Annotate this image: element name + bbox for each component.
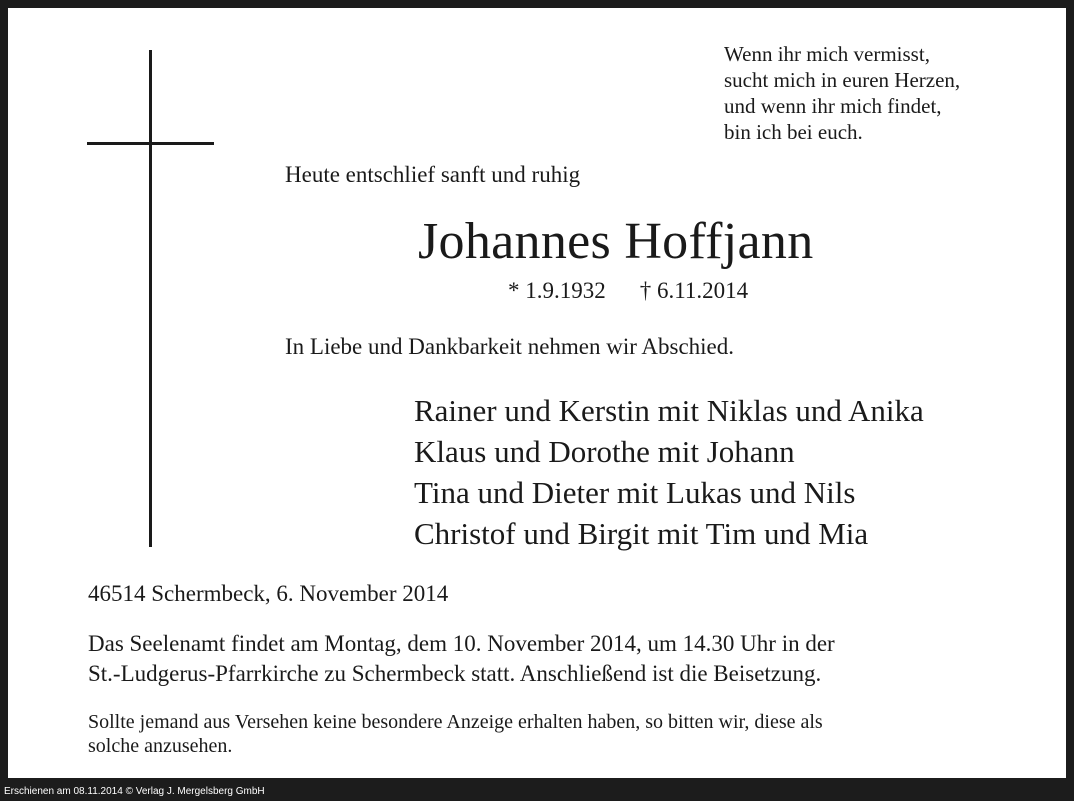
- service-line: Das Seelenamt findet am Montag, dem 10. November 2014, um 14.30 Uhr in der: [88, 631, 835, 656]
- courtesy-note: [88, 710, 1018, 758]
- cross-vertical-bar: [149, 50, 152, 547]
- intro-text: Heute entschlief sanft und ruhig: [285, 162, 581, 187]
- mourner-family: Tina und Dieter mit Lukas und Nils: [414, 475, 856, 510]
- poem-line: bin ich bei euch.: [724, 120, 863, 144]
- place-and-date: 46514 Schermbeck, 6. November 2014: [88, 581, 449, 606]
- memorial-poem: [724, 41, 960, 145]
- mourner-family: Rainer und Kerstin mit Niklas und Anika: [414, 393, 924, 428]
- service-announcement: [88, 629, 1008, 689]
- courtesy-line: solche anzusehen.: [88, 735, 233, 757]
- deceased-name: Johannes Hoffjann: [418, 213, 814, 270]
- publication-footer: Erschienen am 08.11.2014 © Verlag J. Mergelsberg GmbH: [4, 786, 265, 797]
- poem-line: und wenn ihr mich findet,: [724, 94, 942, 118]
- mourners-list: [414, 390, 924, 554]
- birth-date: * 1.9.1932: [508, 278, 606, 303]
- farewell-text: In Liebe und Dankbarkeit nehmen wir Abschied.: [285, 334, 735, 359]
- service-line: St.-Ludgerus-Pfarrkirche zu Schermbeck statt. Anschließend ist die Beisetzung.: [88, 661, 822, 686]
- mourner-family: Klaus und Dorothe mit Johann: [414, 434, 795, 469]
- death-date: † 6.11.2014: [639, 278, 749, 303]
- courtesy-line: Sollte jemand aus Versehen keine besondere Anzeige erhalten haben, so bitten wir, diese als: [88, 711, 823, 733]
- mourner-family: Christof und Birgit mit Tim und Mia: [414, 516, 869, 551]
- poem-line: sucht mich in euren Herzen,: [724, 68, 961, 92]
- life-dates: [508, 278, 748, 304]
- obituary-notice: [8, 8, 1066, 778]
- cross-horizontal-bar: [87, 142, 214, 145]
- poem-line: Wenn ihr mich vermisst,: [724, 42, 930, 66]
